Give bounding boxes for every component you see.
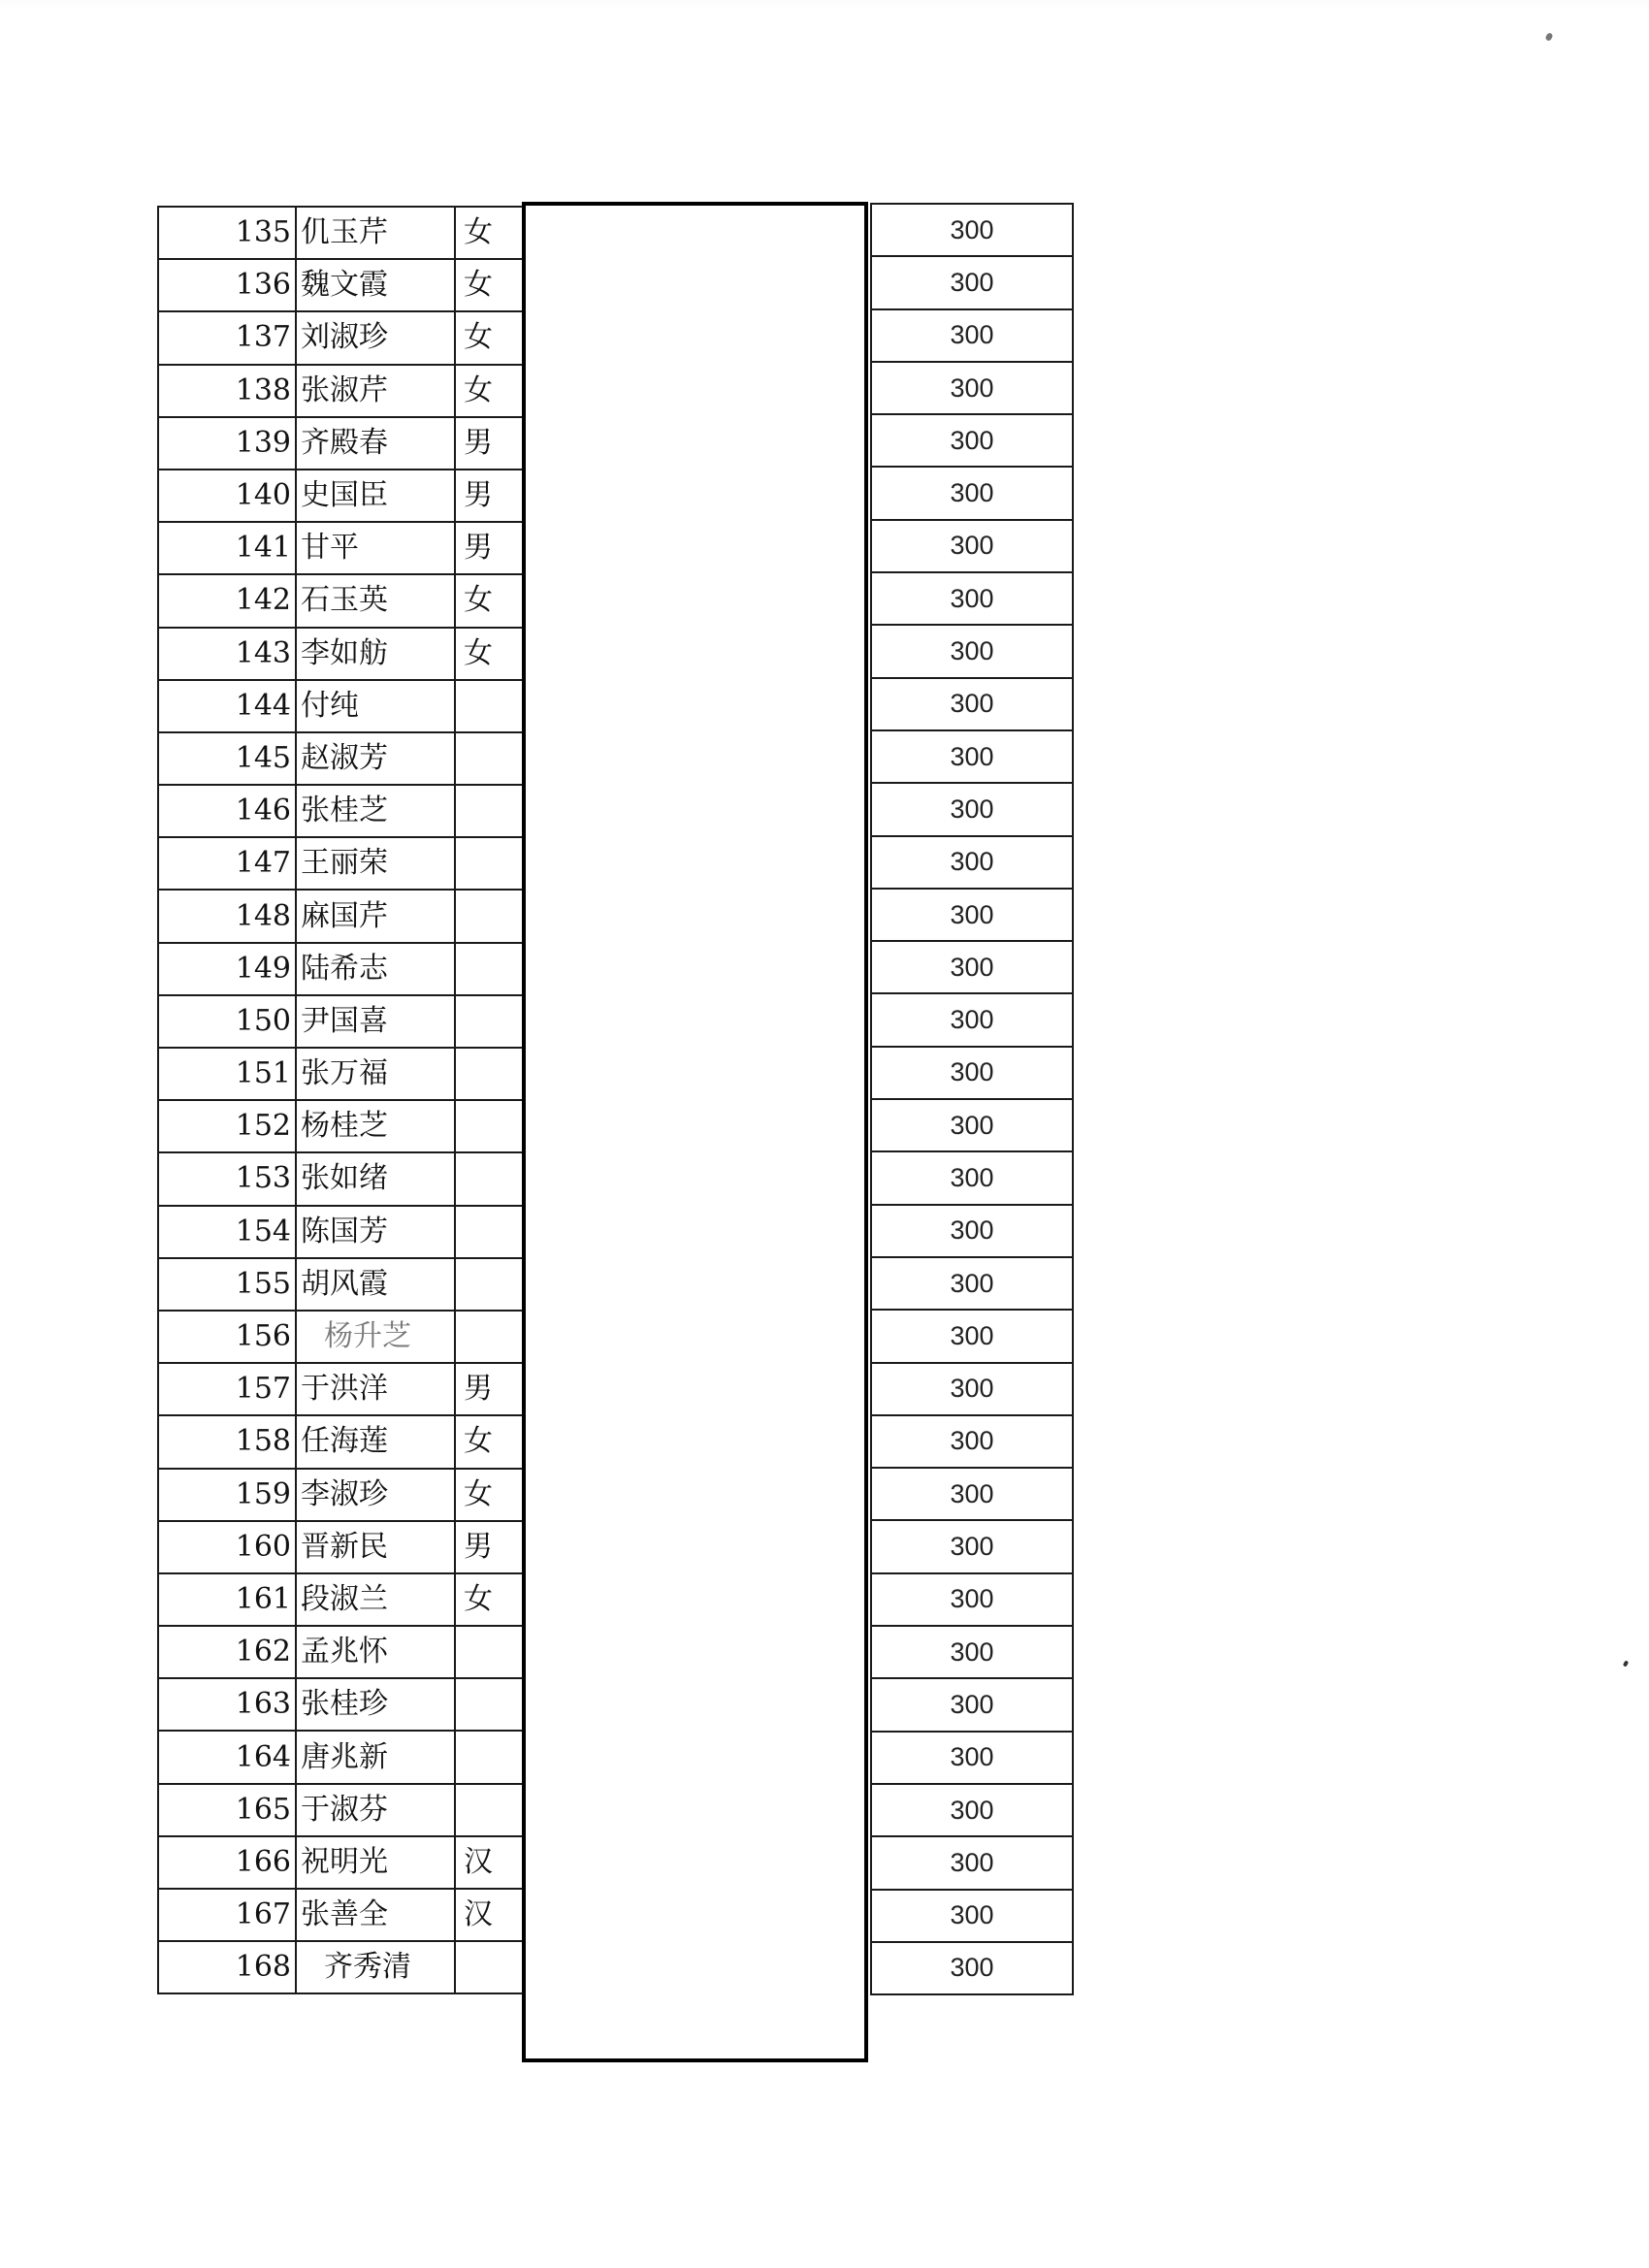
name-cell: 麻国芹 — [296, 890, 455, 942]
row-number-cell: 145 — [158, 732, 296, 785]
table-row — [158, 1415, 564, 1468]
gender-cell: 男 — [455, 470, 564, 522]
row-number-cell: 141 — [158, 522, 296, 574]
table-row — [158, 1048, 564, 1100]
row-number-cell: 159 — [158, 1469, 296, 1521]
table-row — [158, 995, 564, 1048]
amount-cell: 300 — [871, 678, 1073, 730]
table-row — [158, 207, 564, 259]
name-cell: 齐殿春 — [296, 417, 455, 470]
amount-cell: 300 — [871, 1415, 1073, 1468]
table-row — [158, 732, 564, 785]
table-row — [158, 574, 564, 627]
amount-cell: 300 — [871, 1678, 1073, 1731]
amount-cell: 300 — [871, 836, 1073, 889]
amount-cell: 300 — [871, 467, 1073, 519]
amount-row — [871, 1836, 1073, 1889]
amount-table-body — [871, 204, 1073, 1994]
amount-cell: 300 — [871, 941, 1073, 993]
table-row — [158, 785, 564, 837]
amount-cell: 300 — [871, 1310, 1073, 1362]
amount-cell: 300 — [871, 1047, 1073, 1099]
amount-cell: 300 — [871, 1099, 1073, 1151]
roster-table-body — [158, 207, 564, 1993]
row-number-cell: 146 — [158, 785, 296, 837]
table-row — [158, 522, 564, 574]
gender-cell: 男 — [455, 1521, 564, 1573]
row-number-cell: 149 — [158, 943, 296, 995]
amount-row — [871, 730, 1073, 783]
table-row — [158, 1784, 564, 1836]
amount-cell: 300 — [871, 1836, 1073, 1889]
row-number-cell: 142 — [158, 574, 296, 627]
amount-row — [871, 1151, 1073, 1204]
gender-cell: 男 — [455, 522, 564, 574]
amount-cell: 300 — [871, 572, 1073, 625]
row-number-cell: 139 — [158, 417, 296, 470]
name-cell: 李淑珍 — [296, 1469, 455, 1521]
row-number-cell: 161 — [158, 1573, 296, 1626]
table-row — [158, 365, 564, 417]
table-row — [158, 1678, 564, 1731]
amount-row — [871, 678, 1073, 730]
amount-cell: 300 — [871, 1732, 1073, 1784]
amount-row — [871, 414, 1073, 467]
amount-cell: 300 — [871, 309, 1073, 362]
table-row — [158, 1469, 564, 1521]
table-row — [158, 1152, 564, 1205]
amount-cell: 300 — [871, 362, 1073, 414]
amount-cell: 300 — [871, 1573, 1073, 1626]
table-row — [158, 1206, 564, 1258]
table-row — [158, 1363, 564, 1415]
amount-row — [871, 572, 1073, 625]
table-row — [158, 1311, 564, 1363]
name-cell: 晋新民 — [296, 1521, 455, 1573]
table-row — [158, 311, 564, 364]
row-number-cell: 137 — [158, 311, 296, 364]
amount-row — [871, 1942, 1073, 1994]
row-number-cell: 152 — [158, 1100, 296, 1152]
row-number-cell: 160 — [158, 1521, 296, 1573]
table-row — [158, 1626, 564, 1678]
name-cell: 张万福 — [296, 1048, 455, 1100]
name-cell: 杨桂芝 — [296, 1100, 455, 1152]
amount-row — [871, 1520, 1073, 1572]
amount-row — [871, 1257, 1073, 1310]
amount-cell: 300 — [871, 204, 1073, 256]
amount-cell: 300 — [871, 1205, 1073, 1257]
amount-row — [871, 309, 1073, 362]
amount-table — [870, 203, 1074, 1995]
amount-cell: 300 — [871, 1257, 1073, 1310]
amount-cell: 300 — [871, 625, 1073, 677]
amount-cell: 300 — [871, 730, 1073, 783]
name-cell: 孟兆怀 — [296, 1626, 455, 1678]
row-number-cell: 147 — [158, 837, 296, 890]
table-row — [158, 943, 564, 995]
amount-row — [871, 1099, 1073, 1151]
table-row — [158, 1941, 564, 1993]
amount-cell: 300 — [871, 1151, 1073, 1204]
gender-cell: 女 — [455, 259, 564, 311]
amount-row — [871, 941, 1073, 993]
table-row — [158, 259, 564, 311]
gender-cell: 女 — [455, 311, 564, 364]
name-cell: 于淑芬 — [296, 1784, 455, 1836]
name-cell: 祝明光 — [296, 1836, 455, 1889]
name-cell: 赵淑芳 — [296, 732, 455, 785]
amount-cell: 300 — [871, 1520, 1073, 1572]
row-number-cell: 168 — [158, 1941, 296, 1993]
amount-cell: 300 — [871, 993, 1073, 1046]
table-row — [158, 470, 564, 522]
row-number-cell: 140 — [158, 470, 296, 522]
redacted-column-block — [522, 202, 868, 2062]
row-number-cell: 162 — [158, 1626, 296, 1678]
amount-row — [871, 836, 1073, 889]
name-cell: 齐秀清 — [296, 1941, 455, 1993]
amount-cell: 300 — [871, 1784, 1073, 1836]
row-number-cell: 151 — [158, 1048, 296, 1100]
row-number-cell: 150 — [158, 995, 296, 1048]
row-number-cell: 155 — [158, 1258, 296, 1311]
amount-cell: 300 — [871, 1363, 1073, 1415]
gender-cell: 女 — [455, 207, 564, 259]
row-number-cell: 165 — [158, 1784, 296, 1836]
table-row — [158, 1521, 564, 1573]
row-number-cell: 167 — [158, 1889, 296, 1941]
table-row — [158, 417, 564, 470]
name-cell: 张桂芝 — [296, 785, 455, 837]
roster-table-left — [157, 206, 565, 1994]
amount-row — [871, 256, 1073, 308]
row-number-cell: 156 — [158, 1311, 296, 1363]
name-cell: 胡风霞 — [296, 1258, 455, 1311]
name-cell: 张桂珍 — [296, 1678, 455, 1731]
name-cell: 唐兆新 — [296, 1731, 455, 1783]
amount-cell: 300 — [871, 783, 1073, 835]
amount-row — [871, 520, 1073, 572]
row-number-cell: 144 — [158, 680, 296, 732]
table-row — [158, 837, 564, 890]
amount-row — [871, 1205, 1073, 1257]
amount-row — [871, 1784, 1073, 1836]
gender-cell: 女 — [455, 1469, 564, 1521]
amount-row — [871, 1468, 1073, 1520]
amount-row — [871, 467, 1073, 519]
row-number-cell: 157 — [158, 1363, 296, 1415]
scan-speck — [1544, 32, 1553, 42]
gender-cell: 女 — [455, 628, 564, 680]
name-cell: 张善全 — [296, 1889, 455, 1941]
name-cell: 刘淑珍 — [296, 311, 455, 364]
table-row — [158, 628, 564, 680]
amount-cell: 300 — [871, 1890, 1073, 1942]
amount-cell: 300 — [871, 520, 1073, 572]
table-row — [158, 1889, 564, 1941]
gender-cell: 女 — [455, 1415, 564, 1468]
row-number-cell: 138 — [158, 365, 296, 417]
table-row — [158, 680, 564, 732]
row-number-cell: 135 — [158, 207, 296, 259]
name-cell: 张如绪 — [296, 1152, 455, 1205]
row-number-cell: 148 — [158, 890, 296, 942]
amount-row — [871, 1415, 1073, 1468]
name-cell: 杨升芝 — [296, 1311, 455, 1363]
table-row — [158, 1836, 564, 1889]
name-cell: 付纯 — [296, 680, 455, 732]
amount-row — [871, 889, 1073, 941]
table-row — [158, 1731, 564, 1783]
name-cell: 张淑芹 — [296, 365, 455, 417]
amount-row — [871, 1626, 1073, 1678]
gender-cell: 汉 — [455, 1889, 564, 1941]
table-row — [158, 1258, 564, 1311]
amount-cell: 300 — [871, 1468, 1073, 1520]
amount-row — [871, 1310, 1073, 1362]
table-row — [158, 1100, 564, 1152]
amount-cell: 300 — [871, 414, 1073, 467]
amount-cell: 300 — [871, 1626, 1073, 1678]
row-number-cell: 164 — [158, 1731, 296, 1783]
amount-row — [871, 1890, 1073, 1942]
amount-cell: 300 — [871, 1942, 1073, 1994]
scan-speck — [1623, 1660, 1629, 1667]
name-cell: 史国臣 — [296, 470, 455, 522]
amount-row — [871, 625, 1073, 677]
name-cell: 陈国芳 — [296, 1206, 455, 1258]
amount-row — [871, 1573, 1073, 1626]
gender-cell: 女 — [455, 574, 564, 627]
name-cell: 任海莲 — [296, 1415, 455, 1468]
gender-cell: 男 — [455, 417, 564, 470]
table-row — [158, 890, 564, 942]
gender-cell: 男 — [455, 1363, 564, 1415]
row-number-cell: 154 — [158, 1206, 296, 1258]
amount-cell: 300 — [871, 889, 1073, 941]
amount-cell: 300 — [871, 256, 1073, 308]
name-cell: 石玉英 — [296, 574, 455, 627]
amount-row — [871, 362, 1073, 414]
name-cell: 李如舫 — [296, 628, 455, 680]
amount-row — [871, 204, 1073, 256]
name-cell: 于洪洋 — [296, 1363, 455, 1415]
amount-row — [871, 1678, 1073, 1731]
name-cell: 陆希志 — [296, 943, 455, 995]
gender-cell: 汉 — [455, 1836, 564, 1889]
gender-cell: 女 — [455, 365, 564, 417]
row-number-cell: 143 — [158, 628, 296, 680]
row-number-cell: 163 — [158, 1678, 296, 1731]
name-cell: 尹国喜 — [296, 995, 455, 1048]
name-cell: 段淑兰 — [296, 1573, 455, 1626]
row-number-cell: 136 — [158, 259, 296, 311]
amount-row — [871, 1363, 1073, 1415]
name-cell: 甘平 — [296, 522, 455, 574]
amount-row — [871, 1047, 1073, 1099]
row-number-cell: 153 — [158, 1152, 296, 1205]
amount-row — [871, 1732, 1073, 1784]
amount-row — [871, 993, 1073, 1046]
name-cell: 魏文霞 — [296, 259, 455, 311]
name-cell: 王丽荣 — [296, 837, 455, 890]
gender-cell: 女 — [455, 1573, 564, 1626]
table-row — [158, 1573, 564, 1626]
amount-row — [871, 783, 1073, 835]
row-number-cell: 158 — [158, 1415, 296, 1468]
name-cell: 仉玉芹 — [296, 207, 455, 259]
row-number-cell: 166 — [158, 1836, 296, 1889]
